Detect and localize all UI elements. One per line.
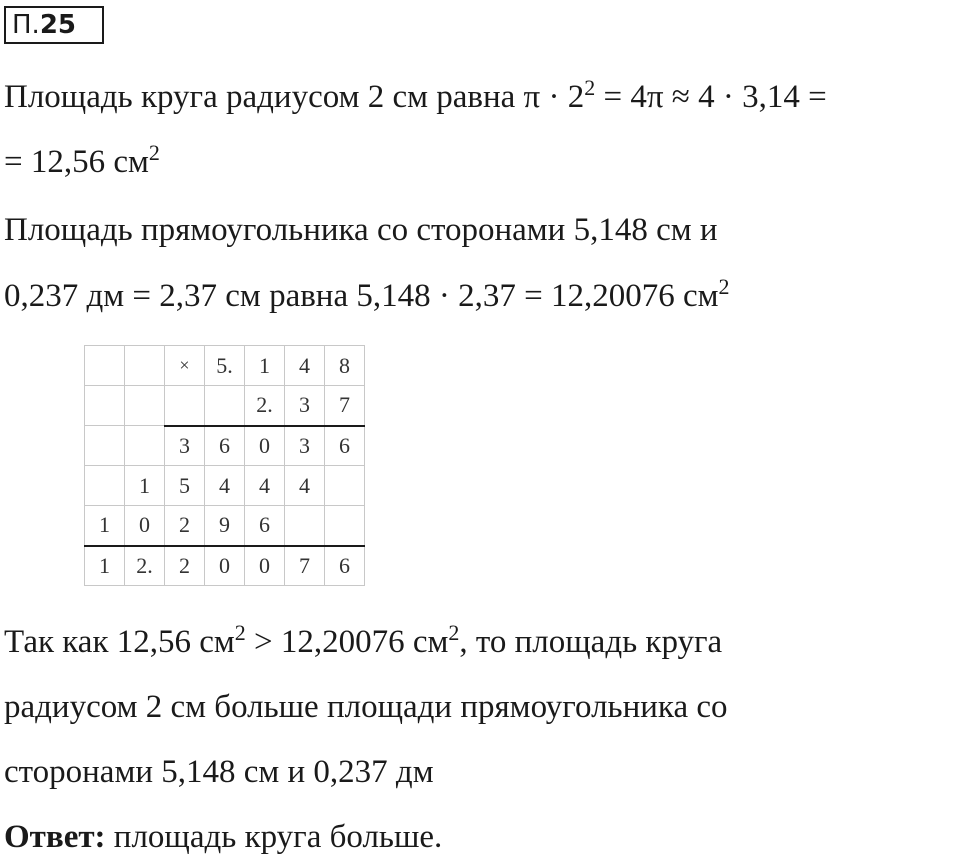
grid-cell: 1 xyxy=(125,466,165,506)
grid-cell: 2 xyxy=(165,506,205,546)
grid-cell xyxy=(85,466,125,506)
text-line-5: Так как 12,56 $см^2 > 12,20076$ $см^2$, то площадь круга xyxy=(4,620,723,660)
grid-cell: 2. xyxy=(245,386,285,426)
grid-cell: 7 xyxy=(285,546,325,586)
grid-cell: 3 xyxy=(285,386,325,426)
grid-cell: 0 xyxy=(245,426,285,466)
grid-cell xyxy=(125,426,165,466)
grid-cell: 0 xyxy=(245,546,285,586)
grid-cell xyxy=(85,386,125,426)
grid-cell: 6 xyxy=(325,546,365,586)
grid-cell: 2 xyxy=(165,546,205,586)
grid-cell: 1 xyxy=(245,346,285,386)
grid-cell xyxy=(325,466,365,506)
grid-cell: 6 xyxy=(205,426,245,466)
grid-cell: 4 xyxy=(205,466,245,506)
grid-cell xyxy=(125,386,165,426)
grid-row-2 xyxy=(85,386,365,426)
grid-cell: 4 xyxy=(285,466,325,506)
grid-cell: 3 xyxy=(285,426,325,466)
answer-line xyxy=(4,817,442,857)
grid-cell xyxy=(165,386,205,426)
grid-row-5 xyxy=(85,506,365,546)
grid-cell xyxy=(85,346,125,386)
grid-cell: 4 xyxy=(285,346,325,386)
grid-cell: 7 xyxy=(325,386,365,426)
grid-cell: 4 xyxy=(245,466,285,506)
times-sign: × xyxy=(165,346,205,386)
text-line-2: = 12,56 $см^2$ xyxy=(4,140,160,180)
text-line-1: Площадь круга радиусом 2 см равна $\pi \cdot 2^2 = 4\pi \approx 4 \cdot 3,14$ = xyxy=(4,75,827,115)
grid-cell xyxy=(205,386,245,426)
grid-cell: 1 xyxy=(85,506,125,546)
answer-label: Ответ: xyxy=(4,819,106,855)
grid-cell xyxy=(85,426,125,466)
grid-cell: 9 xyxy=(205,506,245,546)
grid-cell: 5. xyxy=(205,346,245,386)
grid-cell: 6 xyxy=(245,506,285,546)
grid-cell xyxy=(325,506,365,546)
grid-cell: 5 xyxy=(165,466,205,506)
problem-number: П.25 xyxy=(4,6,104,44)
text-line-6: радиусом 2 см больше площади прямоугольника со xyxy=(4,689,728,725)
text-line-3: Площадь прямоугольника со сторонами 5,148 см и xyxy=(4,212,718,248)
grid-cell: 0 xyxy=(125,506,165,546)
grid-row-6 xyxy=(85,546,365,586)
answer-text: площадь круга больше. xyxy=(105,819,443,855)
text-line-7: сторонами 5,148 см и 0,237 дм xyxy=(4,754,434,790)
grid-cell: 1 xyxy=(85,546,125,586)
text-line-4: 0,237 дм = 2,37 см равна 5,148 · 2,37 = 12,20076 $см^2$ xyxy=(4,274,730,314)
grid-cell: 0 xyxy=(205,546,245,586)
grid-cell xyxy=(285,506,325,546)
grid-cell xyxy=(125,346,165,386)
grid-cell: 2. xyxy=(125,546,165,586)
grid-cell: 8 xyxy=(325,346,365,386)
grid-row-1 xyxy=(85,346,365,386)
grid-row-4 xyxy=(85,466,365,506)
grid-row-3 xyxy=(85,426,365,466)
grid-cell: 6 xyxy=(325,426,365,466)
grid-cell: 3 xyxy=(165,426,205,466)
multiplication-grid xyxy=(84,345,365,586)
